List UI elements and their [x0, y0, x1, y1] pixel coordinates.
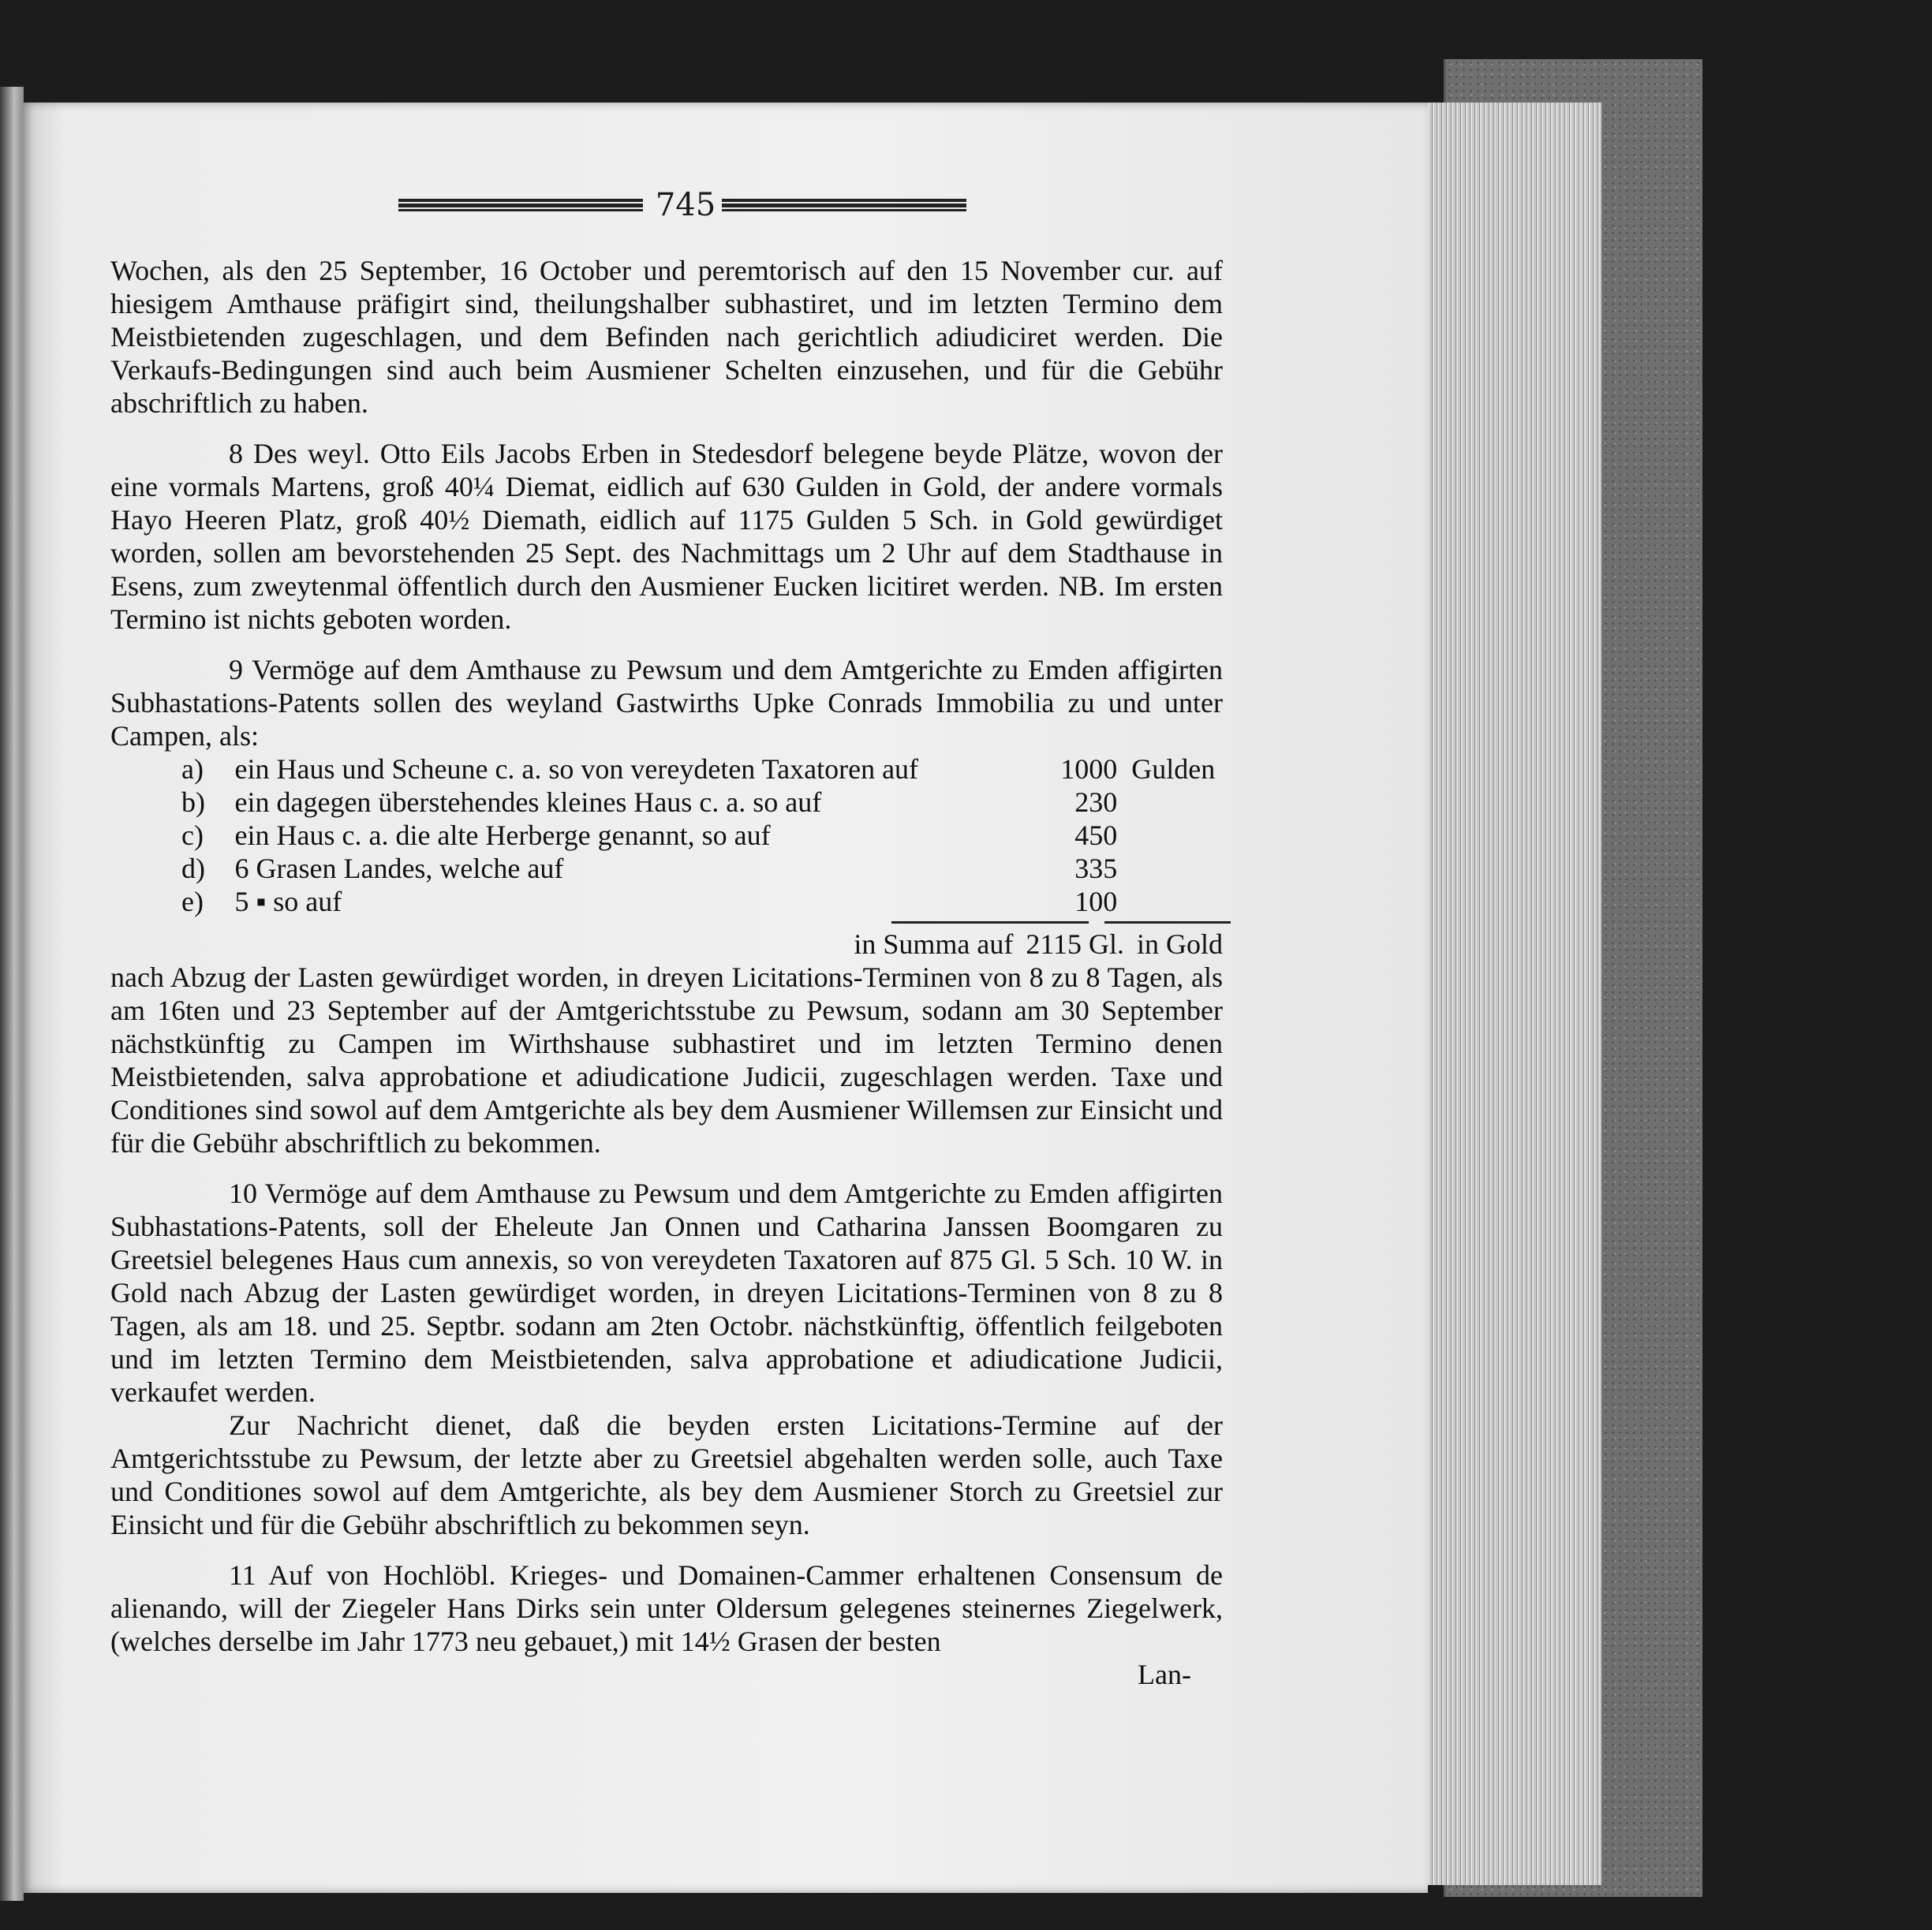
property-list — [181, 752, 1223, 918]
item-description: ein Haus und Scheune c. a. so von vereydeten Taxatoren auf — [234, 753, 919, 785]
header-rule-right — [722, 199, 966, 211]
sum-rule-left — [891, 921, 1089, 924]
item-unit — [1117, 852, 1223, 885]
item-key: a) — [181, 753, 204, 785]
paragraph-continued: Wochen, als den 25 September, 16 October und peremtorisch auf den 15 November cur. auf hiesigem Amthause präfigirt sind, theilungshalber subhastiret, und im letzten Termino dem Meistbietenden zugeschlagen, und dem Befinden nach gerichtlich adiudiciret werden. Die Verkaufs-Bedingungen sind auch beim Ausmiener Schelten einzusehen, und für die Gebühr abschriftlich zu haben. — [110, 255, 1223, 419]
sum-amount: 2115 Gl. — [1026, 928, 1124, 960]
item-unit — [1117, 786, 1223, 819]
item-description: 5 ▪ so auf — [234, 886, 342, 917]
paragraph-10: 10 Vermöge auf dem Amthause zu Pewsum und dem Amtgerichte zu Emden affigirten Subhastations-Patents, soll der Eheleute Jan Onnen und Catharina Janssen Boomgaren zu Greetsiel belegenes Haus cum annexis, so von vereydeten Taxatoren auf 875 Gl. 5 Sch. 10 W. in Gold nach Abzug der Lasten gewürdiget worden, in dreyen Licitations-Terminen von 8 zu 8 Tagen, als am 18. und 25. Septbr. sodann am 2ten Octobr. nächstkünftig, öffentlich feilgeboten und im letzten Termino dem Meistbietenden, salva approbatione et adiudicatione Judicii, verkaufet werden. — [110, 1178, 1223, 1408]
list-item — [181, 786, 1223, 819]
paragraph-9-intro: 9 Vermöge auf dem Amthause zu Pewsum und dem Amtgerichte zu Emden affigirten Subhastations-Patents sollen des weyland Gastwirths Upke Conrads Immobilia zu und unter Campen, als: — [110, 654, 1223, 752]
item-amount: 100 — [1074, 886, 1118, 917]
sum-rule-right — [1104, 921, 1231, 924]
paragraph-10-note: Zur Nachricht dienet, daß die beyden ersten Licitations-Termine auf der Amtgerichtsstube zu Pewsum, der letzte aber zu Greetsiel abgehalten werden solle, auch Taxe und Conditiones sowol auf dem Amtgerichte, als bey dem Ausmiener Storch zu Greetsiel zur Einsicht und für die Gebühr abschriftlich zu bekommen seyn. — [110, 1409, 1223, 1540]
item-amount: 335 — [1074, 853, 1118, 884]
facing-page-edge — [0, 87, 24, 1901]
item-key: b) — [181, 786, 205, 818]
list-item — [181, 819, 1223, 852]
item-amount: 1000 — [1060, 753, 1118, 785]
item-description: 6 Grasen Landes, welche auf — [234, 853, 564, 884]
item-unit — [1117, 885, 1223, 918]
paragraph-11: 11 Auf von Hochlöbl. Krieges- und Domainen-Cammer erhaltenen Consensum de alienando, will der Ziegeler Hans Dirks sein unter Oldersum gelegenes steinernes Ziegelwerk, (welches derselbe im Jahr 1773 neu gebauet,) mit 14½ Grasen der besten — [110, 1559, 1223, 1657]
catchword: Lan- — [1138, 1659, 1191, 1690]
page-block-edges — [1420, 103, 1601, 1885]
sum-line — [110, 928, 1223, 961]
item-key: d) — [181, 853, 205, 884]
item-key: e) — [181, 886, 204, 917]
item-unit: Gulden — [1131, 753, 1216, 785]
page-body — [110, 254, 1223, 1691]
list-item — [181, 852, 1223, 885]
header-rule-left — [398, 199, 643, 211]
page-header — [398, 181, 966, 229]
sum-rules — [891, 918, 1223, 928]
item-unit — [1117, 819, 1223, 852]
list-item — [181, 752, 1223, 786]
list-item — [181, 885, 1223, 918]
page-number: 745 — [655, 187, 716, 223]
item-description: ein dagegen überstehendes kleines Haus c. a. so auf — [234, 786, 822, 818]
item-amount: 450 — [1074, 819, 1118, 851]
sum-label: in Summa auf — [854, 928, 1014, 960]
paragraph-9-rest: nach Abzug der Lasten gewürdiget worden, in dreyen Licitations-Terminen von 8 zu 8 Tagen, als am 16ten und 23 September auf der Amtgerichtsstube zu Pewsum, sodann am 30 September nächstkünftig zu Campen im Wirthshause subhastiret und im letzten Termino denen Meistbietenden, salva approbatione et adiudicatione Judicii, zugeschlagen werden. Taxe und Conditiones sind sowol auf dem Amtgerichte als bey dem Ausmiener Willemsen zur Einsicht und für die Gebühr abschriftlich zu bekommen. — [110, 961, 1223, 1159]
item-description: ein Haus c. a. die alte Herberge genannt, so auf — [234, 819, 771, 851]
sum-unit: in Gold — [1136, 928, 1223, 960]
item-amount: 230 — [1074, 786, 1118, 818]
item-key: c) — [181, 819, 204, 851]
paragraph-8: 8 Des weyl. Otto Eils Jacobs Erben in Stedesdorf belegene beyde Plätze, wovon der eine vormals Martens, groß 40¼ Diemat, eidlich auf 630 Gulden in Gold, der andere vormals Hayo Heeren Platz, groß 40½ Diemath, eidlich auf 1175 Gulden 5 Sch. in Gold gewürdiget worden, sollen am bevorstehenden 25 Sept. des Nachmittags um 2 Uhr auf dem Stadthause in Esens, zum zweytenmal öffentlich durch den Ausmiener Eucken licitiret werden. NB. Im ersten Termino ist nichts geboten worden. — [110, 438, 1223, 635]
